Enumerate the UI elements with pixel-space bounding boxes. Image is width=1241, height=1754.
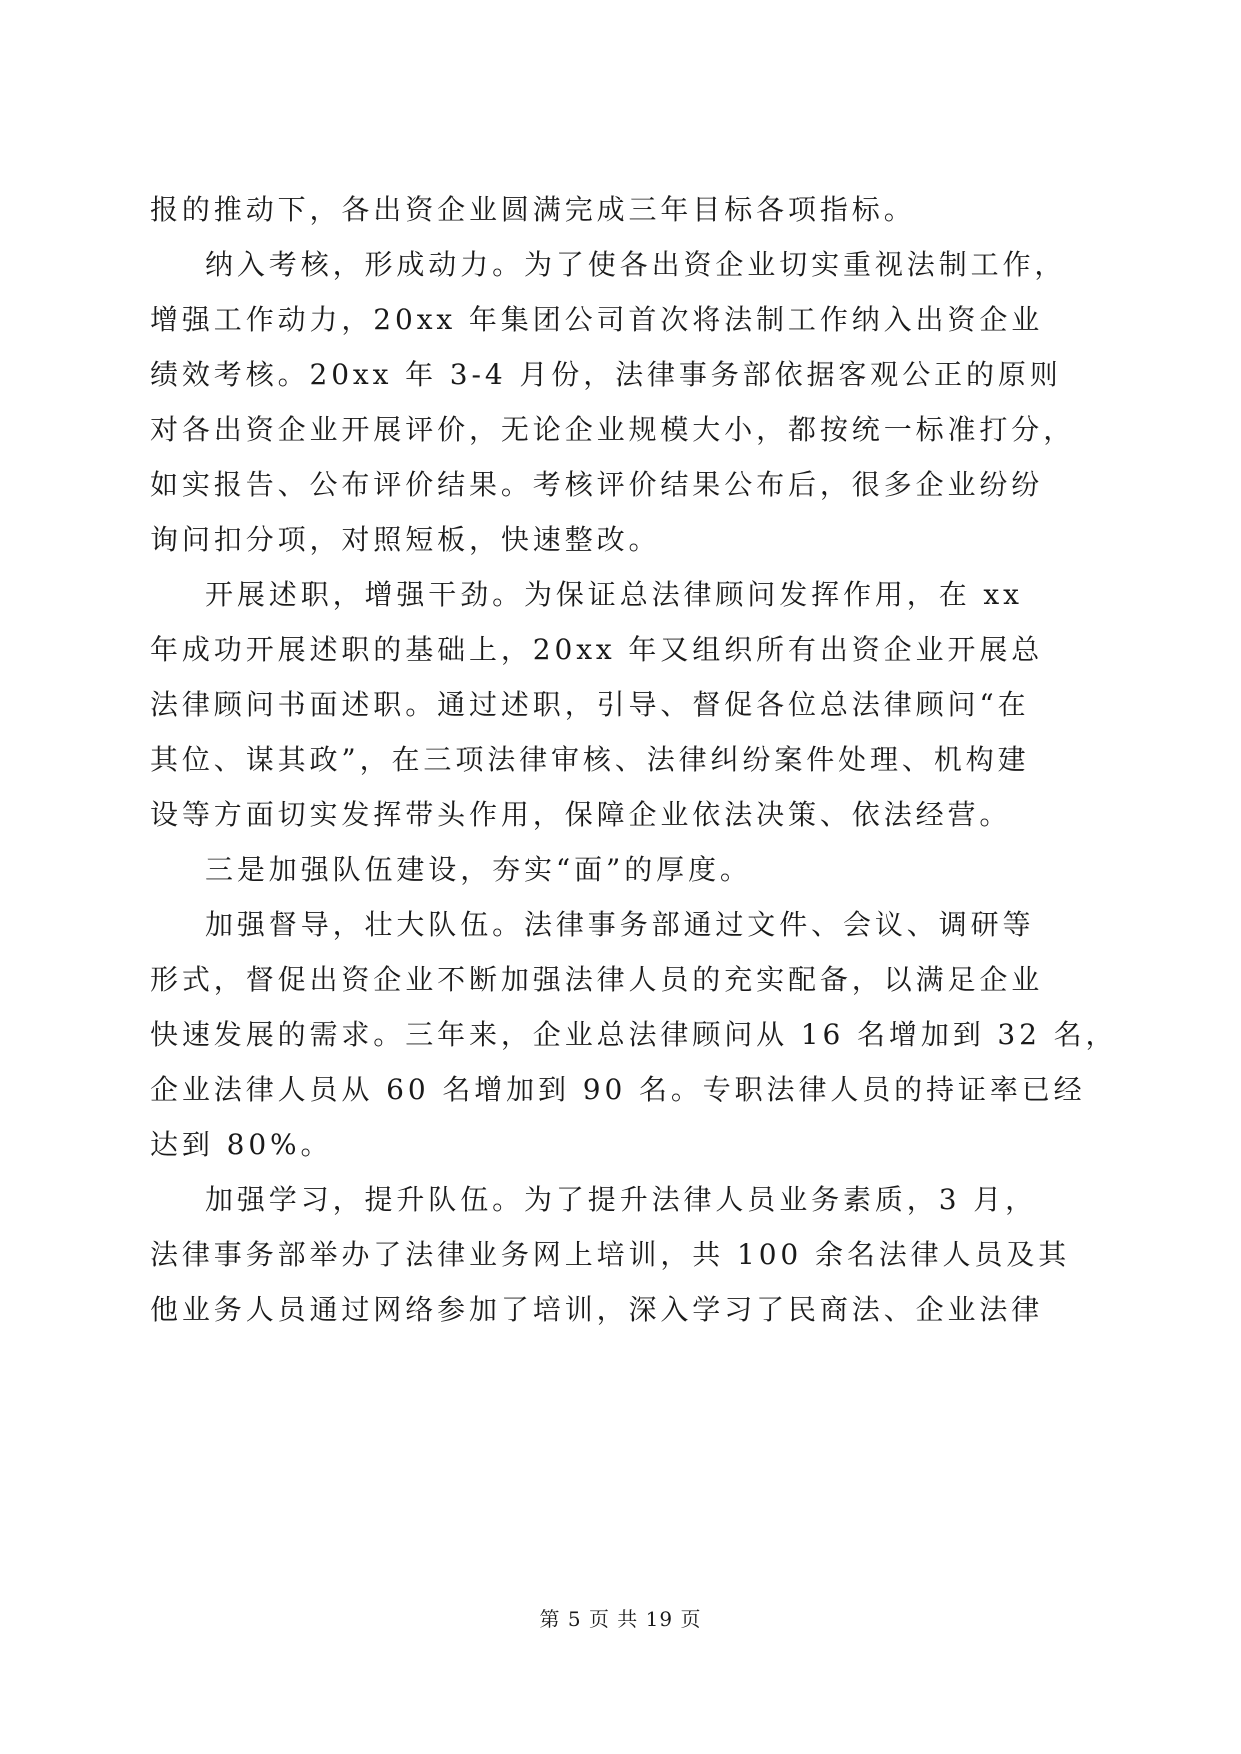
text-line: 对各出资企业开展评价，无论企业规模大小，都按统一标准打分， <box>150 413 1076 446</box>
text-line: 加强学习，提升队伍。为了提升法律人员业务素质，3 月， <box>205 1183 1038 1216</box>
text-line: 开展述职，增强干劲。为保证总法律顾问发挥作用，在 xx <box>205 578 1023 611</box>
text-line: 询问扣分项，对照短板，快速整改。 <box>150 523 661 556</box>
text-line: 设等方面切实发挥带头作用，保障企业依法决策、依法经营。 <box>150 798 1012 831</box>
text-line: 绩效考核。20xx 年 3-4 月份，法律事务部依据客观公正的原则 <box>150 358 1062 391</box>
page-number-footer: 第 5 页 共 19 页 <box>539 1607 702 1631</box>
text-line: 其位、谋其政”，在三项法律审核、法律纠纷案件处理、机构建 <box>150 743 1030 776</box>
text-line: 他业务人员通过网络参加了培训，深入学习了民商法、企业法律 <box>150 1293 1044 1326</box>
text-line: 增强工作动力，20xx 年集团公司首次将法制工作纳入出资企业 <box>150 303 1044 336</box>
text-line: 法律事务部举办了法律业务网上培训，共 100 余名法律人员及其 <box>150 1238 1071 1271</box>
text-line: 快速发展的需求。三年来，企业总法律顾问从 16 名增加到 32 名， <box>150 1018 1118 1051</box>
text-line: 形式，督促出资企业不断加强法律人员的充实配备，以满足企业 <box>150 963 1044 996</box>
text-line: 纳入考核，形成动力。为了使各出资企业切实重视法制工作， <box>205 248 1067 281</box>
text-line: 加强督导，壮大队伍。法律事务部通过文件、会议、调研等 <box>205 908 1035 941</box>
section-heading: 三是加强队伍建设，夯实“面”的厚度。 <box>205 853 752 886</box>
text-line: 法律顾问书面述职。通过述职，引导、督促各位总法律顾问“在 <box>150 688 1030 721</box>
text-line: 达到 80%。 <box>150 1128 333 1161</box>
text-line: 年成功开展述职的基础上，20xx 年又组织所有出资企业开展总 <box>150 633 1044 666</box>
text-line: 企业法律人员从 60 名增加到 90 名。专职法律人员的持证率已经 <box>150 1073 1086 1106</box>
text-line: 如实报告、公布评价结果。考核评价结果公布后，很多企业纷纷 <box>150 468 1044 501</box>
text-line: 报的推动下，各出资企业圆满完成三年目标各项指标。 <box>150 193 916 226</box>
